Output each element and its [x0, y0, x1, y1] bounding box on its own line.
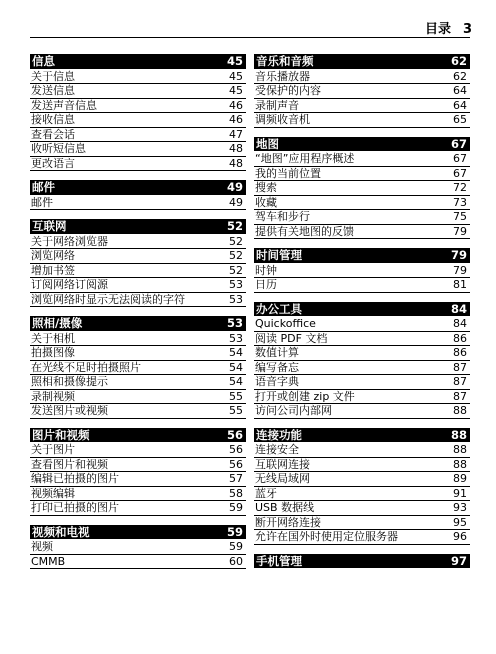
toc-entry[interactable] — [254, 264, 470, 279]
toc-entry[interactable] — [254, 278, 470, 293]
entry-title: 驾车和步行 — [255, 210, 310, 223]
entry-title: 连接安全 — [255, 443, 299, 456]
toc-entry[interactable] — [30, 99, 246, 114]
entry-title: 允许在国外时使用定位服务器 — [255, 530, 398, 543]
entry-page-number: 54 — [229, 360, 243, 374]
entry-title: 关于图片 — [31, 443, 75, 456]
toc-section — [30, 54, 246, 171]
section-page-number: 56 — [226, 427, 243, 442]
entry-title: 搜索 — [255, 181, 277, 194]
entry-title: 更改语言 — [31, 156, 75, 170]
toc-section-heading[interactable] — [254, 302, 470, 317]
entry-page-number: 48 — [229, 142, 243, 155]
toc-section — [30, 525, 246, 570]
entry-title: USB 数据线 — [255, 501, 315, 514]
entry-title: 打开或创建 zip 文件 — [255, 389, 355, 403]
entry-page-number: 86 — [453, 331, 467, 345]
toc-entry[interactable] — [30, 128, 246, 143]
section-title: 地图 — [256, 136, 279, 151]
toc-entry[interactable] — [30, 235, 246, 250]
entry-page-number: 62 — [453, 69, 467, 83]
entry-page-number: 88 — [453, 443, 467, 456]
entry-page-number: 53 — [229, 278, 243, 291]
toc-section-heading[interactable] — [30, 428, 246, 443]
entry-page-number: 95 — [453, 515, 467, 529]
entry-title: 阅读 PDF 文档 — [255, 331, 328, 345]
entry-title: 关于网络浏览器 — [31, 234, 108, 248]
entry-page-number: 58 — [229, 486, 243, 500]
toc-entry[interactable] — [254, 332, 470, 347]
entry-page-number: 73 — [453, 195, 467, 209]
entry-page-number: 47 — [229, 127, 243, 141]
toc-entry[interactable] — [30, 472, 246, 487]
toc-entry[interactable] — [30, 332, 246, 347]
toc-section — [254, 248, 470, 293]
section-page-number: 52 — [226, 219, 243, 233]
entry-page-number: 59 — [229, 540, 243, 553]
entry-title: 蓝牙 — [255, 486, 277, 500]
entry-title: 无线局域网 — [255, 472, 310, 485]
entry-page-number: 60 — [229, 554, 243, 568]
entry-page-number: 72 — [453, 181, 467, 194]
entry-title: 数值计算 — [255, 346, 299, 359]
toc-entry[interactable] — [254, 152, 470, 167]
toc-section-heading[interactable] — [30, 180, 246, 195]
entry-page-number: 56 — [229, 457, 243, 471]
entry-title: 互联网连接 — [255, 457, 310, 471]
toc-section-heading[interactable] — [254, 428, 470, 443]
section-page-number: 53 — [226, 316, 243, 330]
entry-page-number: 56 — [229, 443, 243, 456]
section-page-number: 49 — [226, 180, 243, 194]
entry-title: 编写备忘 — [255, 360, 299, 374]
entry-title: 发送图片或视频 — [31, 404, 108, 417]
entry-title: 语音字典 — [255, 375, 299, 388]
toc-entry[interactable] — [254, 210, 470, 225]
toc-entry[interactable] — [254, 196, 470, 211]
toc-entry[interactable] — [254, 113, 470, 128]
entry-page-number: 57 — [229, 472, 243, 485]
toc-entry[interactable] — [254, 99, 470, 114]
entry-page-number: 96 — [453, 530, 467, 543]
section-page-number: 97 — [450, 553, 467, 568]
entry-title: “地图”应用程序概述 — [255, 152, 355, 165]
entry-page-number: 84 — [453, 317, 467, 330]
entry-page-number: 67 — [453, 152, 467, 165]
toc-section — [254, 137, 470, 240]
toc-entry[interactable] — [30, 142, 246, 157]
entry-page-number: 88 — [453, 457, 467, 471]
entry-title: 视频编辑 — [31, 486, 75, 500]
entry-title: 接收信息 — [31, 113, 75, 126]
entry-page-number: 89 — [453, 472, 467, 485]
toc-section-heading[interactable] — [254, 54, 470, 69]
toc-entry[interactable] — [254, 516, 470, 531]
entry-title: 编辑已拍摄的图片 — [31, 472, 119, 485]
section-title: 邮件 — [32, 180, 55, 194]
section-page-number: 84 — [450, 301, 467, 316]
section-page-number: 67 — [450, 136, 467, 151]
entry-title: 增加书签 — [31, 263, 75, 277]
header-rule — [30, 37, 470, 38]
page-header — [425, 18, 472, 37]
toc-entry[interactable] — [254, 487, 470, 502]
entry-page-number: 52 — [229, 234, 243, 248]
toc-entry[interactable] — [30, 390, 246, 405]
toc-entry[interactable] — [30, 70, 246, 85]
entry-title: 录制声音 — [255, 98, 299, 112]
toc-entry[interactable] — [254, 346, 470, 361]
toc-section — [30, 180, 246, 210]
toc-section — [254, 302, 470, 419]
toc-entry[interactable] — [254, 181, 470, 196]
entry-page-number: 46 — [229, 98, 243, 112]
entry-page-number: 64 — [453, 98, 467, 112]
toc-entry[interactable] — [254, 84, 470, 99]
entry-title: 邮件 — [31, 195, 53, 209]
entry-title: 关于信息 — [31, 69, 75, 83]
entry-page-number: 52 — [229, 249, 243, 262]
entry-title: Quickoffice — [255, 317, 316, 330]
toc-entry[interactable] — [30, 361, 246, 376]
section-page-number: 59 — [226, 524, 243, 539]
section-title: 互联网 — [32, 219, 67, 233]
toc-entry[interactable] — [254, 225, 470, 240]
toc-right-column — [254, 54, 470, 577]
entry-title: 打印已拍摄的图片 — [31, 501, 119, 514]
entry-page-number: 45 — [229, 84, 243, 97]
toc-entry[interactable] — [30, 375, 246, 390]
toc-section — [254, 54, 470, 128]
toc-entry[interactable] — [254, 458, 470, 473]
entry-title: 浏览网络 — [31, 249, 75, 262]
toc-section — [30, 428, 246, 516]
entry-title: 收听短信息 — [31, 142, 86, 155]
toc-entry[interactable] — [30, 264, 246, 279]
toc-entry[interactable] — [30, 458, 246, 473]
entry-page-number: 67 — [453, 166, 467, 180]
entry-title: 在光线不足时拍摄照片 — [31, 360, 141, 374]
entry-page-number: 52 — [229, 263, 243, 277]
entry-title: 录制视频 — [31, 389, 75, 403]
entry-page-number: 86 — [453, 346, 467, 359]
section-page-number: 62 — [450, 54, 467, 68]
toc-entry[interactable] — [30, 540, 246, 555]
entry-title: 发送信息 — [31, 84, 75, 97]
section-title: 图片和视频 — [32, 427, 90, 442]
entry-page-number: 45 — [229, 69, 243, 83]
entry-title: 关于相机 — [31, 331, 75, 345]
toc-entry[interactable] — [30, 443, 246, 458]
entry-page-number: 48 — [229, 156, 243, 170]
page-header-title: 目录 — [424, 22, 451, 37]
entry-page-number: 87 — [453, 375, 467, 388]
toc-left-column — [30, 54, 246, 578]
toc-entry[interactable] — [30, 113, 246, 128]
toc-entry[interactable] — [254, 167, 470, 182]
toc-entry[interactable] — [30, 404, 246, 419]
entry-page-number: 91 — [453, 486, 467, 500]
toc-entry[interactable] — [30, 249, 246, 264]
section-title: 视频和电视 — [32, 524, 90, 539]
entry-page-number: 87 — [453, 360, 467, 374]
entry-title: 发送声音信息 — [31, 98, 97, 112]
section-title: 手机管理 — [256, 553, 302, 568]
entry-title: 查看图片和视频 — [31, 457, 108, 471]
toc-entry[interactable] — [254, 443, 470, 458]
toc-entry[interactable] — [30, 487, 246, 502]
entry-title: 日历 — [255, 278, 277, 291]
entry-title: CMMB — [31, 554, 66, 568]
entry-page-number: 55 — [229, 389, 243, 403]
toc-entry[interactable] — [30, 501, 246, 516]
entry-page-number: 53 — [229, 331, 243, 345]
toc-section-heading[interactable] — [254, 248, 470, 263]
section-title: 连接功能 — [256, 427, 302, 442]
toc-section — [254, 554, 470, 569]
entry-title: 拍摄图像 — [31, 346, 75, 359]
entry-page-number: 55 — [229, 404, 243, 417]
entry-page-number: 65 — [453, 113, 467, 126]
toc-section-heading[interactable] — [30, 316, 246, 331]
entry-page-number: 46 — [229, 113, 243, 126]
toc-entry[interactable] — [30, 346, 246, 361]
entry-page-number: 49 — [229, 195, 243, 209]
entry-title: 我的当前位置 — [255, 166, 321, 180]
toc-section — [254, 428, 470, 545]
toc-entry[interactable] — [254, 404, 470, 419]
section-title: 办公工具 — [256, 301, 302, 316]
toc-entry[interactable] — [30, 278, 246, 293]
toc-section-heading[interactable] — [30, 525, 246, 540]
entry-page-number: 79 — [453, 224, 467, 238]
toc-section — [30, 316, 246, 419]
entry-page-number: 54 — [229, 346, 243, 359]
toc-entry[interactable] — [254, 70, 470, 85]
entry-page-number: 87 — [453, 389, 467, 403]
toc-entry[interactable] — [30, 157, 246, 172]
entry-title: 收藏 — [255, 195, 277, 209]
toc-section-heading[interactable] — [30, 54, 246, 69]
toc-entry[interactable] — [254, 390, 470, 405]
page-header-number: 3 — [462, 22, 472, 37]
entry-title: 断开网络连接 — [255, 515, 321, 529]
entry-title: 调频收音机 — [255, 113, 310, 126]
entry-title: 浏览网络时显示无法阅读的字符 — [31, 292, 185, 306]
toc-section-heading[interactable] — [254, 137, 470, 152]
entry-page-number: 79 — [453, 263, 467, 277]
toc-entry[interactable] — [254, 530, 470, 545]
entry-title: 视频 — [31, 540, 53, 553]
section-title: 音乐和音频 — [256, 54, 314, 68]
section-page-number: 88 — [450, 427, 467, 442]
toc-entry[interactable] — [254, 375, 470, 390]
toc-entry[interactable] — [254, 317, 470, 332]
entry-title: 时钟 — [255, 263, 277, 277]
section-page-number: 45 — [226, 54, 243, 68]
entry-page-number: 53 — [229, 292, 243, 306]
section-title: 照相/摄像 — [32, 316, 83, 330]
entry-title: 照相和摄像提示 — [31, 375, 108, 388]
entry-title: 受保护的内容 — [255, 84, 321, 97]
toc-entry[interactable] — [30, 84, 246, 99]
entry-title: 访问公司内部网 — [255, 404, 332, 417]
section-title: 信息 — [32, 54, 55, 68]
toc-entry[interactable] — [30, 293, 246, 308]
entry-page-number: 75 — [453, 210, 467, 223]
section-page-number: 79 — [450, 248, 467, 262]
toc-entry[interactable] — [254, 501, 470, 516]
entry-title: 查看会话 — [31, 127, 75, 141]
toc-section-heading[interactable] — [30, 219, 246, 234]
entry-page-number: 93 — [453, 501, 467, 514]
entry-page-number: 81 — [453, 278, 467, 291]
entry-page-number: 88 — [453, 404, 467, 417]
toc-section — [30, 219, 246, 307]
toc-entry[interactable] — [254, 472, 470, 487]
entry-title: 音乐播放器 — [255, 69, 310, 83]
toc-entry[interactable] — [30, 196, 246, 211]
section-title: 时间管理 — [256, 248, 302, 262]
entry-page-number: 54 — [229, 375, 243, 388]
entry-title: 订阅网络订阅源 — [31, 278, 108, 291]
toc-section-heading[interactable] — [254, 554, 470, 569]
toc-entry[interactable] — [254, 361, 470, 376]
entry-title: 提供有关地图的反馈 — [255, 224, 354, 238]
entry-page-number: 64 — [453, 84, 467, 97]
toc-entry[interactable] — [30, 555, 246, 570]
entry-page-number: 59 — [229, 501, 243, 514]
